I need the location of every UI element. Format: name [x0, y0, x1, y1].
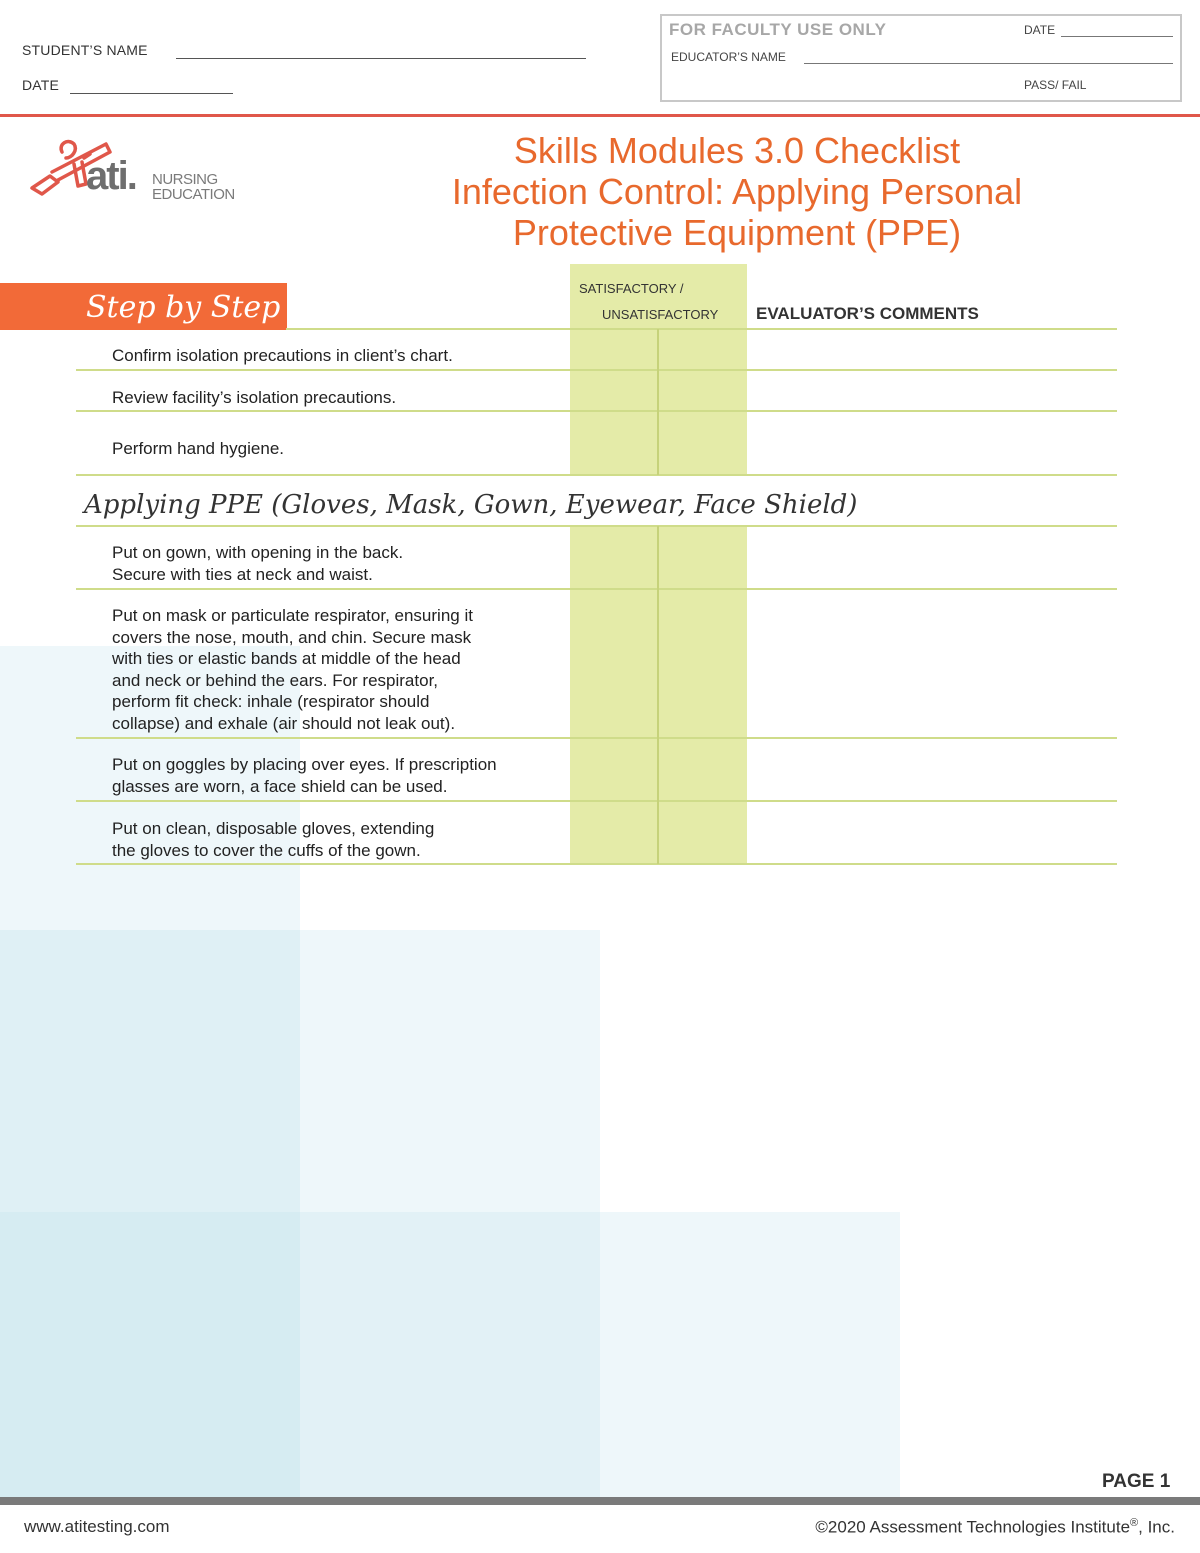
step-item — [112, 818, 434, 861]
logo-dot: . — [126, 154, 136, 198]
logo-line-education: EDUCATION — [152, 186, 235, 203]
column-divider — [657, 329, 659, 475]
satisfactory-header: SATISFACTORY / — [579, 281, 684, 296]
copyright-text: ©2020 Assessment Technologies Institute — [815, 1517, 1131, 1537]
table-rule — [76, 369, 1117, 371]
faculty-title: FOR FACULTY USE ONLY — [669, 20, 887, 39]
table-rule — [76, 474, 1117, 476]
step-line: collapse) and exhale (air should not leak out). — [112, 713, 456, 733]
title-line-1: Skills Modules 3.0 Checklist — [513, 130, 961, 171]
step-item — [112, 345, 453, 367]
step-item — [112, 387, 396, 409]
column-divider — [657, 526, 659, 864]
footer-bar — [0, 1497, 1200, 1505]
step-item — [112, 605, 473, 734]
title-line-3: Protective Equipment (PPE) — [512, 212, 962, 253]
pass-fail-label: PASS/ FAIL — [1024, 78, 1087, 92]
table-rule — [76, 800, 1117, 802]
bg-square — [0, 930, 300, 1212]
step-line: perform fit check: inhale (respirator should — [112, 692, 430, 711]
header-divider — [0, 114, 1200, 117]
table-rule — [76, 525, 1117, 527]
bg-square — [300, 930, 600, 1212]
faculty-box — [660, 14, 1182, 102]
step-line: with ties or elastic bands at middle of the head — [112, 649, 461, 668]
table-rule — [286, 328, 1117, 330]
step-line: Secure with ties at neck and waist. — [112, 564, 373, 584]
step-line: the gloves to cover the cuffs of the gown. — [112, 840, 421, 860]
step-line: Put on mask or particulate respirator, ensuring it — [112, 606, 473, 625]
date-label: DATE — [22, 77, 60, 93]
faculty-date-label: DATE — [1024, 23, 1056, 37]
evaluator-comments-header: EVALUATOR’S COMMENTS — [756, 304, 979, 323]
step-line: covers the nose, mouth, and chin. Secure mask — [112, 627, 472, 647]
step-line: glasses are worn, a face shield can be used. — [112, 776, 448, 796]
step-line: Put on goggles by placing over eyes. If prescription — [112, 755, 497, 774]
student-name-label: STUDENT’S NAME — [22, 42, 148, 58]
table-rule — [76, 863, 1117, 865]
educator-name-label: EDUCATOR’S NAME — [671, 50, 786, 64]
student-name-field[interactable] — [176, 58, 586, 59]
bg-square — [300, 1212, 600, 1497]
copyright-suffix: , Inc. — [1138, 1517, 1175, 1537]
bg-square — [0, 1212, 300, 1497]
step-item — [112, 542, 403, 585]
table-rule — [76, 588, 1117, 590]
step-line: Confirm isolation precautions in client’s chart. — [112, 346, 453, 365]
table-rule — [76, 737, 1117, 739]
step-line: Review facility’s isolation precautions. — [112, 388, 397, 407]
step-item — [112, 754, 497, 797]
logo-line-nursing: NURSING — [152, 171, 218, 188]
date-field[interactable] — [70, 93, 233, 94]
educator-name-field[interactable] — [804, 63, 1173, 64]
page-number: PAGE 1 — [1102, 1471, 1171, 1492]
section-title-applying-ppe: Applying PPE (Gloves, Mask, Gown, Eyewear, Face Shield) — [84, 490, 858, 520]
step-by-step-title: Step by Step — [86, 290, 281, 325]
title-line-2: Infection Control: Applying Personal — [451, 171, 1023, 212]
copyright — [815, 1517, 1175, 1538]
table-rule — [76, 410, 1117, 412]
faculty-date-field[interactable] — [1061, 36, 1173, 37]
registered-mark: ® — [1130, 1517, 1139, 1529]
unsatisfactory-header: UNSATISFACTORY — [602, 307, 719, 322]
step-line: Put on clean, disposable gloves, extending — [112, 819, 435, 838]
logo-brand: ati — [86, 154, 127, 198]
step-line: Put on gown, with opening in the back. — [112, 543, 404, 562]
step-item — [112, 438, 284, 460]
step-line: and neck or behind the ears. For respirator, — [112, 670, 439, 690]
page-title — [330, 130, 1144, 253]
step-line: Perform hand hygiene. — [112, 439, 284, 458]
bg-square — [600, 1212, 900, 1497]
ati-logo — [28, 136, 258, 208]
website-link[interactable]: www.atitesting.com — [24, 1517, 170, 1536]
